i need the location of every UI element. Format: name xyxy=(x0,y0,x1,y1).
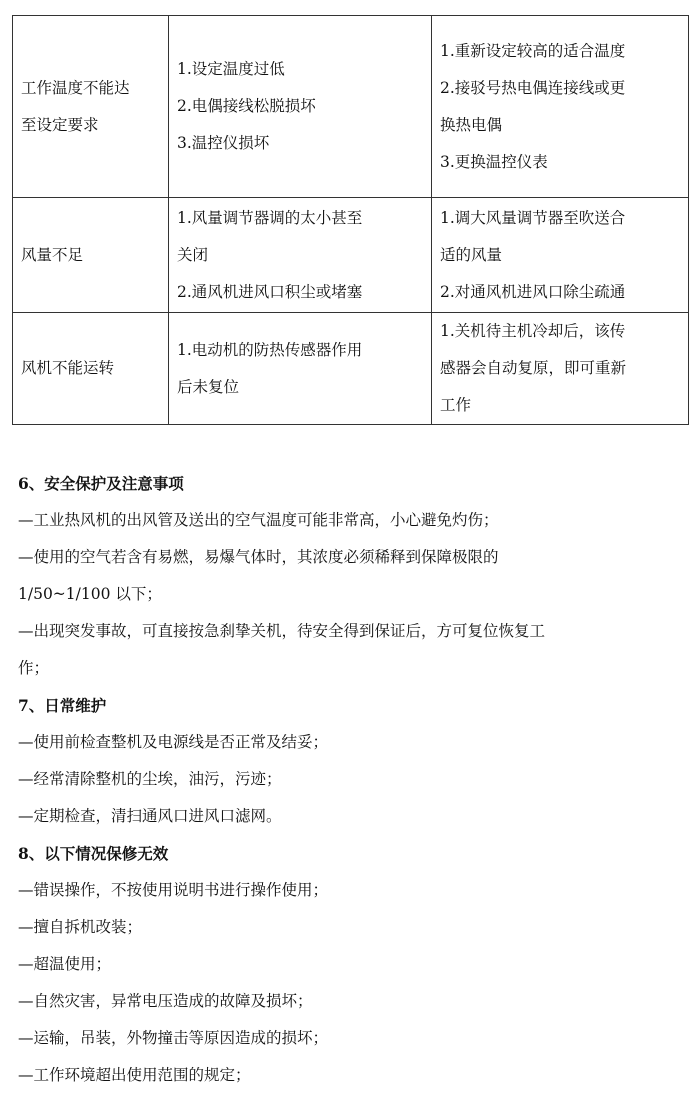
cell-line: 工作温度不能达 xyxy=(21,78,130,97)
cell-line: 1.重新设定较高的适合温度 xyxy=(440,41,626,60)
table-row xyxy=(13,198,689,313)
cell-line: 至设定要求 xyxy=(21,115,99,134)
section-line: —出现突发事故，可直接按急刹挚关机，待安全得到保证后，方可复位恢复工 xyxy=(18,622,546,640)
cause-cell xyxy=(169,198,432,313)
troubleshooting-table xyxy=(12,15,689,425)
section-heading: 6、安全保护及注意事项 xyxy=(18,474,184,493)
cell-line: 2.对通风机进风口除尘疏通 xyxy=(440,282,626,301)
solution-cell xyxy=(432,313,689,425)
section-heading: 7、日常维护 xyxy=(18,696,107,715)
cell-line: 2.接驳号热电偶连接线或更 xyxy=(440,78,626,97)
cell-line: 1.风量调节器调的太小甚至 xyxy=(177,208,363,227)
fault-cell xyxy=(13,313,169,425)
cause-cell xyxy=(169,16,432,198)
cell-line: 适的风量 xyxy=(440,245,503,264)
cell-line: 1.调大风量调节器至吹送合 xyxy=(440,208,626,227)
section-line: —使用的空气若含有易燃，易爆气体时，其浓度必须稀释到保障极限的 xyxy=(18,548,499,566)
section-line: —擅自拆机改装； xyxy=(18,918,143,936)
fault-cell xyxy=(13,16,169,198)
cell-line: 1.关机待主机冷却后，该传 xyxy=(440,322,626,340)
cell-line: 工作 xyxy=(440,396,472,414)
table-row xyxy=(13,16,689,198)
cell-line: 风量不足 xyxy=(21,245,84,264)
section-line: —工业热风机的出风管及送出的空气温度可能非常高，小心避免灼伤； xyxy=(18,511,499,529)
cell-line: 换热电偶 xyxy=(440,115,503,134)
section-line: —运输，吊装，外物撞击等原因造成的损坏； xyxy=(18,1029,329,1047)
section-line: 1/50~1/100 以下； xyxy=(18,585,162,603)
section-line: 作； xyxy=(18,659,50,677)
cell-line: 后未复位 xyxy=(177,377,240,396)
cell-line: 2.通风机进风口积尘或堵塞 xyxy=(177,282,363,301)
section-heading: 8、以下情况保修无效 xyxy=(18,844,169,863)
cell-line: 3.更换温控仪表 xyxy=(440,152,548,171)
cell-line: 1.电动机的防热传感器作用 xyxy=(177,340,363,359)
section-line: —错误操作，不按使用说明书进行操作使用； xyxy=(18,881,329,899)
section-line: —经常清除整机的尘埃，油污，污迹； xyxy=(18,770,282,788)
section-line: —自然灾害，异常电压造成的故障及损坏； xyxy=(18,992,313,1010)
cause-cell xyxy=(169,313,432,425)
cell-line: 感器会自动复原，即可重新 xyxy=(440,359,627,377)
cell-line: 风机不能运转 xyxy=(21,359,115,377)
solution-cell xyxy=(432,198,689,313)
section-line: —定期检查，清扫通风口进风口滤网。 xyxy=(18,807,282,825)
section-line: —使用前检查整机及电源线是否正常及结妥； xyxy=(18,733,329,751)
solution-cell xyxy=(432,16,689,198)
cell-line: 关闭 xyxy=(177,245,209,264)
cell-line: 2.电偶接线松脱损坏 xyxy=(177,97,316,115)
cell-line: 3.温控仪损坏 xyxy=(177,134,270,152)
table-row xyxy=(13,313,689,425)
section-line: —超温使用； xyxy=(18,955,112,973)
section-line: —工作环境超出使用范围的规定； xyxy=(18,1066,251,1084)
document-body xyxy=(18,465,545,1094)
fault-cell xyxy=(13,198,169,313)
cell-line: 1.设定温度过低 xyxy=(177,60,285,78)
